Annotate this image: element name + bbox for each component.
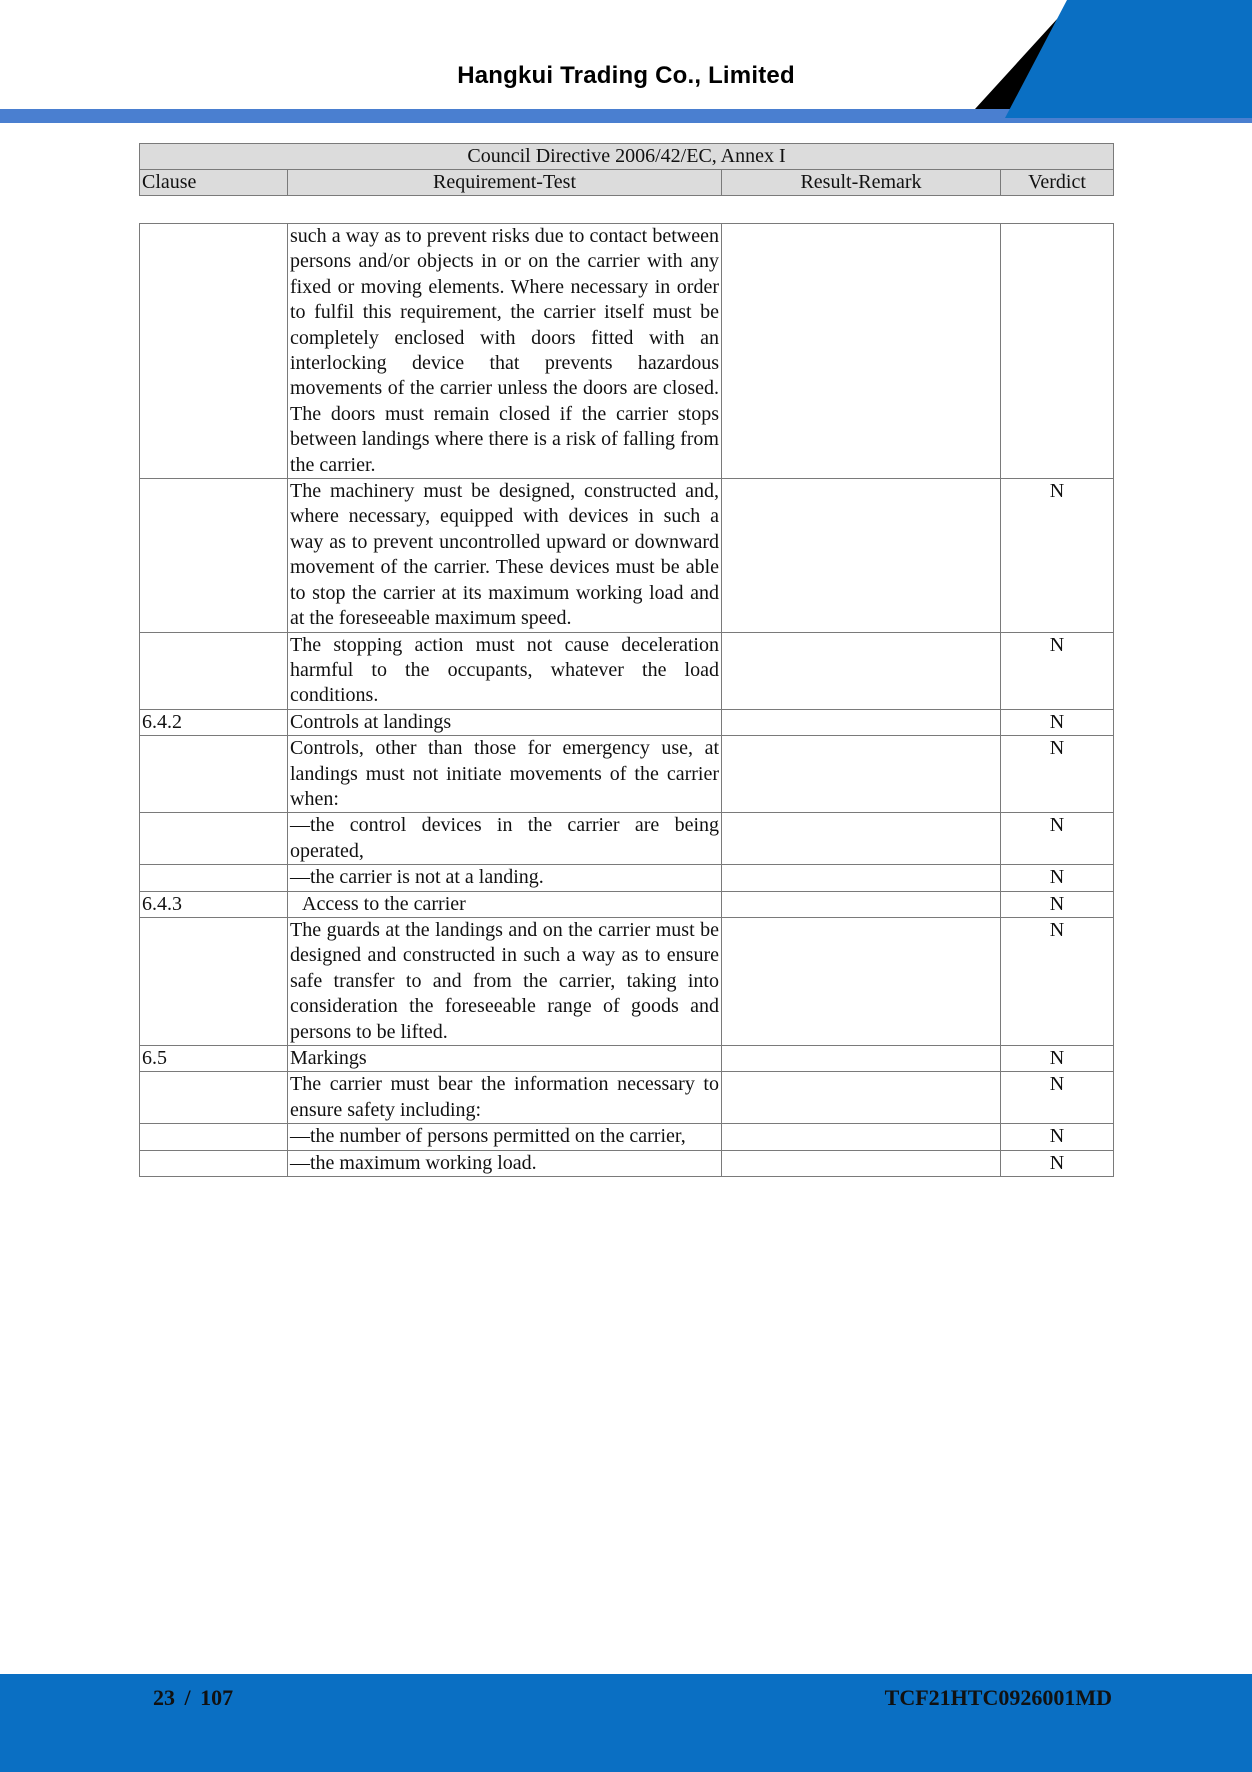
result-cell <box>722 632 1001 709</box>
result-cell <box>722 891 1001 917</box>
table-row <box>140 891 1114 917</box>
table-row <box>140 224 1114 479</box>
result-cell <box>722 917 1001 1045</box>
clause-cell <box>140 865 288 891</box>
requirement-cell: —the carrier is not at a landing. <box>288 865 722 891</box>
verdict-cell <box>1001 224 1114 479</box>
verdict-cell: N <box>1001 1046 1114 1072</box>
table-header <box>139 143 1114 196</box>
verdict-cell: N <box>1001 736 1114 813</box>
table-row <box>140 813 1114 865</box>
requirement-cell: —the control devices in the carrier are being operated, <box>288 813 722 865</box>
result-cell <box>722 813 1001 865</box>
verdict-cell: N <box>1001 891 1114 917</box>
requirement-cell: Controls, other than those for emergency use, at landings must not initiate movements of the carrier when: <box>288 736 722 813</box>
column-header-requirement: Requirement-Test <box>288 170 722 196</box>
requirement-cell: Controls at landings <box>288 709 722 735</box>
requirement-cell: The carrier must bear the information necessary to ensure safety including: <box>288 1072 722 1124</box>
clause-cell <box>140 1150 288 1176</box>
company-name: Hangkui Trading Co., Limited <box>457 62 795 89</box>
clause-cell <box>140 813 288 865</box>
table-row <box>140 1150 1114 1176</box>
table-row <box>140 479 1114 632</box>
requirement-cell: Access to the carrier <box>288 891 722 917</box>
clause-cell: 6.4.3 <box>140 891 288 917</box>
table-row <box>140 865 1114 891</box>
verdict-cell: N <box>1001 1150 1114 1176</box>
clause-cell: 6.5 <box>140 1046 288 1072</box>
document-code: TCF21HTC0926001MD <box>884 1685 1112 1710</box>
directive-title: Council Directive 2006/42/EC, Annex I <box>140 144 1114 170</box>
requirement-cell: —the maximum working load. <box>288 1150 722 1176</box>
column-header-clause: Clause <box>140 170 288 196</box>
result-cell <box>722 1072 1001 1124</box>
clause-cell <box>140 917 288 1045</box>
requirement-cell: —the number of persons permitted on the carrier, <box>288 1124 722 1150</box>
clause-cell <box>140 224 288 479</box>
column-header-result: Result-Remark <box>722 170 1001 196</box>
requirement-cell: The machinery must be designed, constructed and, where necessary, equipped with devices in such a way as to prevent uncontrolled upward or downward movement of the carrier. These devices must be able to stop the carrier at its maximum working load and at the foreseeable maximum speed. <box>288 479 722 632</box>
table-row <box>140 632 1114 709</box>
clause-cell: 6.4.2 <box>140 709 288 735</box>
requirement-cell: The guards at the landings and on the carrier must be designed and constructed in such a way as to ensure safe transfer to and from the carrier, taking into consideration the foreseeable range of goods and persons to be lifted. <box>288 917 722 1045</box>
requirements-table <box>139 223 1114 1177</box>
result-cell <box>722 479 1001 632</box>
result-cell <box>722 736 1001 813</box>
clause-cell <box>140 632 288 709</box>
table-row <box>140 917 1114 1045</box>
verdict-cell: N <box>1001 709 1114 735</box>
result-cell <box>722 865 1001 891</box>
column-header-verdict: Verdict <box>1001 170 1114 196</box>
verdict-cell: N <box>1001 865 1114 891</box>
result-cell <box>722 224 1001 479</box>
requirement-cell: The stopping action must not cause deceleration harmful to the occupants, whatever the load conditions. <box>288 632 722 709</box>
clause-cell <box>140 1072 288 1124</box>
verdict-cell: N <box>1001 1124 1114 1150</box>
table-row <box>140 1072 1114 1124</box>
result-cell <box>722 1150 1001 1176</box>
verdict-cell: N <box>1001 917 1114 1045</box>
clause-cell <box>140 1124 288 1150</box>
table-row <box>140 1124 1114 1150</box>
verdict-cell: N <box>1001 813 1114 865</box>
clause-cell <box>140 736 288 813</box>
verdict-cell: N <box>1001 1072 1114 1124</box>
requirement-cell: such a way as to prevent risks due to contact between persons and/or objects in or on the carrier with any fixed or moving elements. Where necessary in order to fulfil this requirement, the carrier itself must be completely enclosed with doors fitted with an interlocking device that prevents hazardous movements of the carrier unless the doors are closed. The doors must remain closed if the carrier stops between landings where there is a risk of falling from the carrier. <box>288 224 722 479</box>
table-row <box>140 709 1114 735</box>
page-number: 23 / 107 <box>153 1685 234 1710</box>
result-cell <box>722 709 1001 735</box>
verdict-cell: N <box>1001 632 1114 709</box>
table-row <box>140 1046 1114 1072</box>
clause-cell <box>140 479 288 632</box>
result-cell <box>722 1124 1001 1150</box>
verdict-cell: N <box>1001 479 1114 632</box>
result-cell <box>722 1046 1001 1072</box>
table-row <box>140 736 1114 813</box>
header-blue-corner <box>1005 0 1252 118</box>
requirement-cell: Markings <box>288 1046 722 1072</box>
